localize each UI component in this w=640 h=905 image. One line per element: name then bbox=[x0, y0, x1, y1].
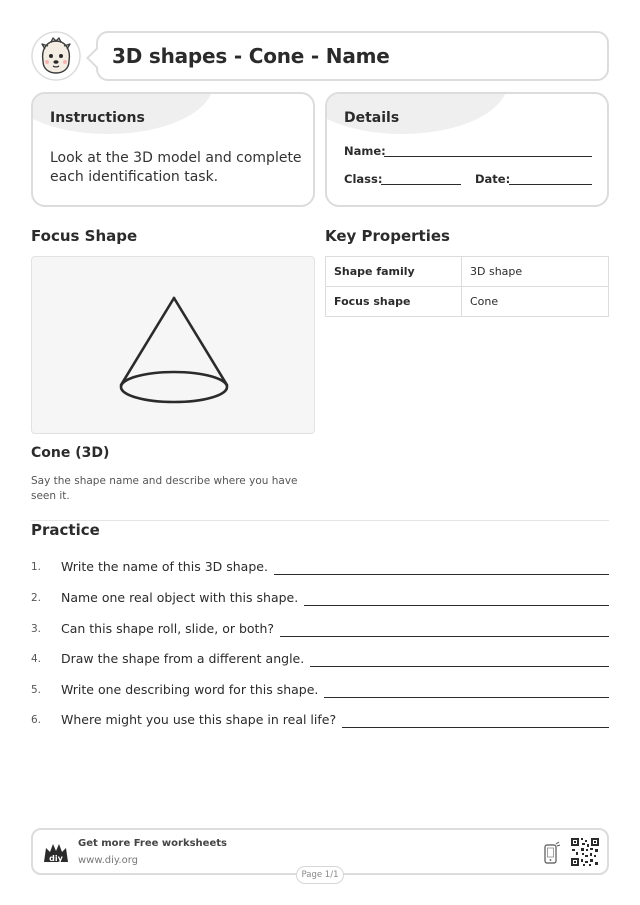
list-item bbox=[31, 618, 609, 638]
mascot-icon bbox=[31, 31, 81, 81]
answer-line[interactable] bbox=[310, 666, 609, 667]
name-label: Name: bbox=[344, 144, 386, 158]
list-item bbox=[31, 556, 609, 576]
answer-line[interactable] bbox=[304, 605, 609, 606]
answer-line[interactable] bbox=[274, 574, 609, 575]
answer-line[interactable] bbox=[324, 697, 609, 698]
instructions-card bbox=[31, 92, 315, 207]
item-number: 3. bbox=[31, 623, 42, 635]
diy-logo-icon bbox=[42, 840, 70, 866]
class-label: Class: bbox=[344, 172, 383, 186]
title-box bbox=[96, 31, 609, 81]
list-item bbox=[31, 587, 609, 607]
property-value: Cone bbox=[462, 287, 609, 317]
practice-heading: Practice bbox=[31, 521, 100, 539]
instructions-title: Instructions bbox=[50, 110, 145, 126]
item-number: 5. bbox=[31, 684, 42, 696]
item-number: 1. bbox=[31, 561, 42, 573]
list-item bbox=[31, 648, 609, 668]
item-number: 4. bbox=[31, 653, 42, 665]
key-properties-heading: Key Properties bbox=[325, 227, 450, 245]
instructions-body: Look at the 3D model and complete each identification task. bbox=[50, 150, 302, 185]
shape-panel bbox=[31, 256, 315, 434]
item-question: Where might you use this shape in real life? bbox=[61, 712, 337, 727]
item-number: 2. bbox=[31, 592, 42, 604]
list-item bbox=[31, 709, 609, 729]
table-row bbox=[326, 257, 609, 287]
item-question: Write the name of this 3D shape. bbox=[61, 559, 268, 574]
item-question: Draw the shape from a different angle. bbox=[61, 651, 305, 666]
shape-description: Say the shape name and describe where you have seen it. bbox=[31, 475, 298, 502]
diy-logo bbox=[42, 840, 70, 870]
answer-line[interactable] bbox=[280, 636, 609, 637]
list-item bbox=[31, 679, 609, 699]
property-value: 3D shape bbox=[462, 257, 609, 287]
shape-name: Cone (3D) bbox=[31, 445, 110, 461]
item-number: 6. bbox=[31, 714, 42, 726]
footer-url-link[interactable]: www.diy.org bbox=[78, 855, 138, 866]
section-divider bbox=[31, 520, 609, 521]
phone-icon bbox=[543, 841, 561, 869]
class-field[interactable] bbox=[381, 184, 461, 185]
answer-line[interactable] bbox=[342, 727, 609, 728]
svg-text:diy: diy bbox=[49, 854, 63, 863]
mascot-avatar bbox=[31, 31, 81, 81]
page-title: 3D shapes - Cone - Name bbox=[112, 44, 390, 68]
key-properties-table bbox=[325, 256, 609, 317]
date-field[interactable] bbox=[509, 184, 592, 185]
table-row bbox=[326, 287, 609, 317]
footer-title: Get more Free worksheets bbox=[78, 838, 227, 849]
title-bubble-tail bbox=[86, 48, 106, 68]
date-label: Date: bbox=[475, 172, 511, 186]
qr-code-icon bbox=[570, 837, 600, 871]
details-card bbox=[325, 92, 609, 207]
focus-shape-heading: Focus Shape bbox=[31, 227, 138, 245]
item-question: Write one describing word for this shape. bbox=[61, 682, 319, 697]
details-title: Details bbox=[344, 110, 400, 126]
name-field[interactable] bbox=[384, 156, 592, 157]
item-question: Name one real object with this shape. bbox=[61, 590, 299, 605]
cone-drawing-icon bbox=[32, 257, 316, 435]
item-question: Can this shape roll, slide, or both? bbox=[61, 621, 274, 636]
property-label: Focus shape bbox=[326, 287, 462, 317]
page-indicator: Page 1/1 bbox=[296, 866, 344, 884]
property-label: Shape family bbox=[326, 257, 462, 287]
